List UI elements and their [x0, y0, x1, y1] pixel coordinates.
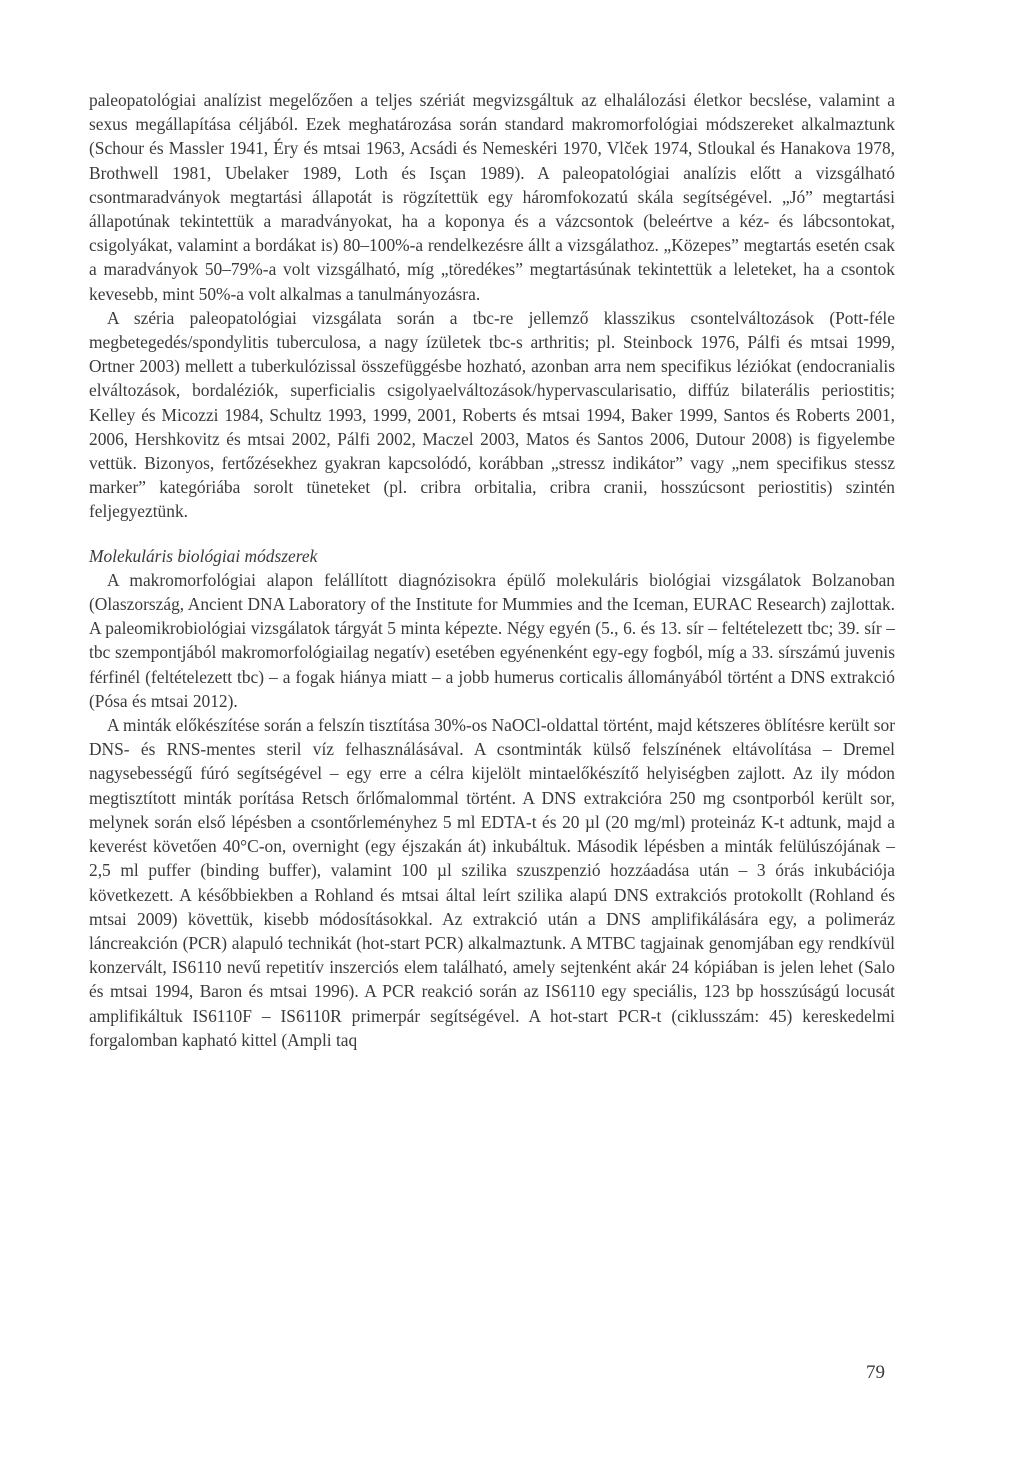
paragraph-methods-age-sex: paleopatológiai analízist megelőzően a teljes szériát megvizsgáltuk az elhalálozási életkor becslése, valamint a sexus megállapítása céljából. Ezek meghatározása során standard makromorfológiai módszereket alkalmaztunk (Schour és Massler 1941, Éry és mtsai 1963, Acsádi és Nemeskéri 1970, Vlček 1974, Stloukal és Hanakova 1978, Brothwell 1981, Ubelaker 1989, Loth és Isçan 1989). A paleopatológiai analízis előtt a vizsgálható csontmaradványok megtartási állapotát is rögzítettük egy háromfokozatú skála segítségével. „Jó” megtartási állapotúnak tekintettük a maradványokat, ha a koponya és a vázcsontok (beleértve a kéz- és lábcsontokat, csigolyákat, valamint a bordákat is) 80–100%-a rendelkezésre állt a vizsgálathoz. „Közepes” megtartás esetén csak a maradványok 50–79%-a volt vizsgálható, míg „töredékes” megtartásúnak tekintettük a leleteket, ha a csontok kevesebb, mint 50%-a volt alkalmas a tanulmányozásra. [89, 90, 895, 304]
section-heading-molecular-methods: Molekuláris biológiai módszerek [89, 545, 318, 566]
paragraph-molecular-samples: A makromorfológiai alapon felállított diagnózisokra épülő molekuláris biológiai vizsgálatok Bolzanoban (Olaszország, Ancient DNA Laboratory of the Institute for Mummies and the Iceman, EURAC Research) zajlottak. A paleomikrobiológiai vizsgálatok tárgyát 5 minta képezte. Négy egyén (5., 6. és 13. sír – feltételezett tbc; 39. sír – tbc szempontjából makromorfológiailag negatív) esetében egyénenként egy-egy fogból, míg a 33. sírszámú juvenis férfinél (feltételezett tbc) – a fogak hiánya miatt – a jobb humerus corticalis állományából történt a DNS extrakció (Pósa és mtsai 2012). [89, 569, 895, 711]
page-body [89, 88, 895, 1052]
paragraph-dna-extraction: A minták előkészítése során a felszín tisztítása 30%-os NaOCl-oldattal történt, majd kétszeres öblítésre került sor DNS- és RNS-mentes steril víz felhasználásával. A csontminták külső felszínének eltávolítása – Dremel nagysebességű fúró segítségével – egy erre a célra kijelölt mintaelőkészítő helyiségben zajlott. Az ily módon megtisztított minták porítása Retsch őrlőmalommal történt. A DNS extrakcióra 250 mg csontporból került sor, melynek során első lépésben a csontőrleményhez 5 ml EDTA-t és 20 µl (20 mg/ml) proteináz K-t adtunk, majd a keverést követően 40°C-on, overnight (egy éjszakán át) inkubáltuk. Második lépésben a minták felülúszójának – 2,5 ml puffer (binding buffer), valamint 100 µl szilika szuszpenzió hozzáadása után – 3 órás inkubációja következett. A későbbiekben a Rohland és mtsai által leírt szilika alapú DNS extrakciós protokollt (Rohland és mtsai 2009) követtük, kisebb módosításokkal. Az extrakció után a DNS amplifikálására egy, a polimeráz láncreakción (PCR) alapuló technikát (hot-start PCR) alkalmaztunk. A MTBC tagjainak genomjában egy rendkívül konzervált, IS6110 nevű repetitív inszerciós elem található, amely sejtenként akár 24 kópiában is jelen lehet (Salo és mtsai 1994, Baron és mtsai 1996). A PCR reakció során az IS6110 egy speciális, 123 bp hosszúságú locusát amplifikáltuk IS6110F – IS6110R primerpár segítségével. A hot-start PCR-t (ciklusszám: 45) kereskedelmi forgalomban kapható kittel (Ampli taq [89, 715, 895, 1050]
page-number: 79 [866, 1362, 885, 1383]
paragraph-paleopathology-lesions: A széria paleopatológiai vizsgálata során a tbc-re jellemző klasszikus csontelváltozások (Pott-féle megbetegedés/spondylitis tuberculosa, a nagy ízületek tbc-s arthritis; pl. Steinbock 1976, Pálfi és mtsai 1999, Ortner 2003) mellett a tuberkulózissal összefüggésbe hozható, azonban arra nem specifikus léziókat (endocranialis elváltozások, bordaléziók, superficialis csigolyaelváltozások/hypervascularisatio, diffúz bilaterális periostitis; Kelley és Micozzi 1984, Schultz 1993, 1999, 2001, Roberts és mtsai 1994, Baker 1999, Santos és Roberts 2001, 2006, Hershkovitz és mtsai 2002, Pálfi 2002, Maczel 2003, Matos és Santos 2006, Dutour 2008) is figyelembe vettük. Bizonyos, fertőzésekhez gyakran kapcsolódó, korábban „stressz indikátor” vagy „nem specifikus stessz marker” kategóriába sorolt tüneteket (pl. cribra orbitalia, cribra cranii, hosszúcsont periostitis) szintén feljegyeztünk. [89, 307, 895, 522]
